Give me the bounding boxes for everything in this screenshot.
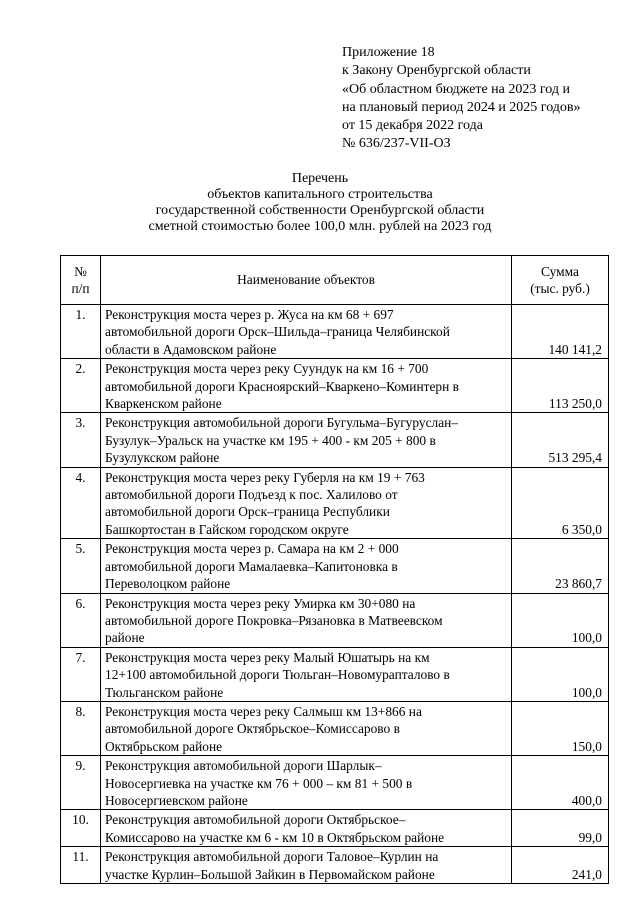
table-row — [61, 701, 609, 755]
object-name-line: Октябрьском районе — [105, 738, 223, 754]
object-name-line: Кваркенском районе — [105, 396, 222, 412]
row-number: 4. — [61, 467, 101, 539]
appendix-line: № 636/237-VII-ОЗ — [342, 136, 451, 152]
row-number: 3. — [61, 413, 101, 467]
header-sum — [512, 256, 609, 305]
object-name-line: Реконструкция моста через реку Салмыш км 13+866 на — [105, 703, 422, 719]
appendix-line: «Об областном бюджете на 2023 год и — [342, 81, 570, 97]
header-sum-line2: (тыс. руб.) — [530, 281, 590, 296]
object-name-line: Новосергиевском районе — [105, 792, 248, 808]
object-name-line: автомобильной дороге Октябрьское–Комиссарово в — [105, 721, 400, 737]
table-row — [61, 539, 609, 593]
object-name-line: Реконструкция автомобильной дороги Таловое–Курлин на — [105, 849, 439, 865]
object-name-line: 12+100 автомобильной дороги Тюльган–Новомурапталово в — [105, 667, 450, 683]
row-object-name — [101, 647, 512, 701]
header-number-line2: п/п — [71, 281, 90, 296]
row-object-name — [101, 810, 512, 847]
row-object-name — [101, 539, 512, 593]
object-name-line: Реконструкция автомобильной дороги Октябрьское– — [105, 812, 406, 828]
header-sum-line1: Сумма — [541, 263, 579, 279]
object-name-line: Реконструкция моста через реку Малый Юшатырь на км — [105, 649, 430, 665]
object-name-line: Комиссарово на участке км 6 - км 10 в Октябрьском районе — [105, 829, 445, 845]
table-row — [61, 359, 609, 413]
table-row — [61, 305, 609, 359]
object-name-line: автомобильной дороги Подъезд к пос. Халилово от — [105, 487, 398, 503]
object-name-line: автомобильной дороги Орск–Шильда–граница Челябинской — [105, 324, 450, 340]
object-name-line: автомобильной дороги Мамалаевка–Капитоновка в — [105, 558, 398, 574]
object-name-line: автомобильной дороги Орск–граница Республики — [105, 504, 390, 520]
row-number: 9. — [61, 756, 101, 810]
object-name-line: автомобильной дороге Покровка–Рязановка в Матвеевском — [105, 612, 443, 628]
row-sum: 400,0 — [512, 756, 609, 810]
table-row — [61, 847, 609, 884]
title-line: сметной стоимостью более 100,0 млн. рублей на 2023 год — [148, 219, 492, 234]
object-name-line: Бузулукском районе — [105, 450, 220, 466]
object-name-line: автомобильной дороги Красноярский–Кваркено–Коминтерн в — [105, 378, 459, 394]
row-object-name — [101, 701, 512, 755]
row-number: 1. — [61, 305, 101, 359]
object-name-line: Реконструкция автомобильной дороги Шарлык– — [105, 758, 382, 774]
object-name-line: Тюльганском районе — [105, 684, 224, 700]
row-sum: 100,0 — [512, 647, 609, 701]
table-row — [61, 756, 609, 810]
row-object-name — [101, 359, 512, 413]
row-sum: 6 350,0 — [512, 467, 609, 539]
object-name-line: Переволоцком районе — [105, 576, 231, 592]
row-number: 11. — [61, 847, 101, 884]
object-name-line: Реконструкция моста через реку Суундук на км 16 + 700 — [105, 361, 429, 377]
table-row — [61, 593, 609, 647]
appendix-header — [342, 44, 581, 154]
row-number: 8. — [61, 701, 101, 755]
header-name: Наименование объектов — [101, 256, 512, 305]
header-number — [61, 256, 101, 305]
appendix-line: Приложение 18 — [342, 45, 435, 60]
object-name-line: Реконструкция автомобильной дороги Бугульма–Бугуруслан– — [105, 415, 459, 431]
object-name-line: участке Курлин–Большой Зайкин в Первомайском районе — [105, 866, 435, 882]
object-name-line: районе — [105, 630, 145, 646]
row-object-name — [101, 305, 512, 359]
title-line: объектов капитального строительства — [207, 187, 433, 202]
table-row — [61, 413, 609, 467]
row-sum: 150,0 — [512, 701, 609, 755]
row-number: 6. — [61, 593, 101, 647]
object-name-line: области в Адамовском районе — [105, 341, 277, 357]
object-name-line: Реконструкция моста через р. Самара на км 2 + 000 — [105, 541, 399, 557]
table-header-row — [61, 256, 609, 305]
row-sum: 513 295,4 — [512, 413, 609, 467]
table-row — [61, 810, 609, 847]
row-object-name — [101, 756, 512, 810]
row-number: 10. — [61, 810, 101, 847]
row-sum: 241,0 — [512, 847, 609, 884]
row-number: 7. — [61, 647, 101, 701]
row-sum: 100,0 — [512, 593, 609, 647]
object-name-line: Бузулук–Уральск на участке км 195 + 400 - км 205 + 800 в — [105, 432, 436, 448]
table-row — [61, 467, 609, 539]
row-object-name — [101, 413, 512, 467]
row-object-name — [101, 593, 512, 647]
row-sum: 23 860,7 — [512, 539, 609, 593]
table-body — [61, 305, 609, 884]
document-title — [0, 171, 640, 235]
table-row — [61, 647, 609, 701]
object-name-line: Новосергиевка на участке км 76 + 000 – км 81 + 500 в — [105, 775, 413, 791]
objects-table — [60, 255, 609, 884]
appendix-line: на плановый период 2024 и 2025 годов» — [342, 99, 581, 115]
row-number: 2. — [61, 359, 101, 413]
object-name-line: Башкортостан в Гайском городском округе — [105, 521, 349, 537]
title-line: Перечень — [291, 171, 349, 186]
object-name-line: Реконструкция моста через реку Губерля на км 19 + 763 — [105, 469, 425, 485]
appendix-line: к Закону Оренбургской области — [342, 63, 531, 79]
row-object-name — [101, 467, 512, 539]
row-number: 5. — [61, 539, 101, 593]
title-line: государственной собственности Оренбургской области — [155, 203, 485, 218]
object-name-line: Реконструкция моста через р. Жуса на км 68 + 697 — [105, 307, 394, 322]
appendix-line: от 15 декабря 2022 года — [342, 118, 483, 134]
row-sum: 140 141,2 — [512, 305, 609, 359]
row-object-name — [101, 847, 512, 884]
row-sum: 113 250,0 — [512, 359, 609, 413]
header-number-line1: № — [74, 263, 87, 279]
object-name-line: Реконструкция моста через реку Умирка км 30+080 на — [105, 595, 416, 611]
row-sum: 99,0 — [512, 810, 609, 847]
